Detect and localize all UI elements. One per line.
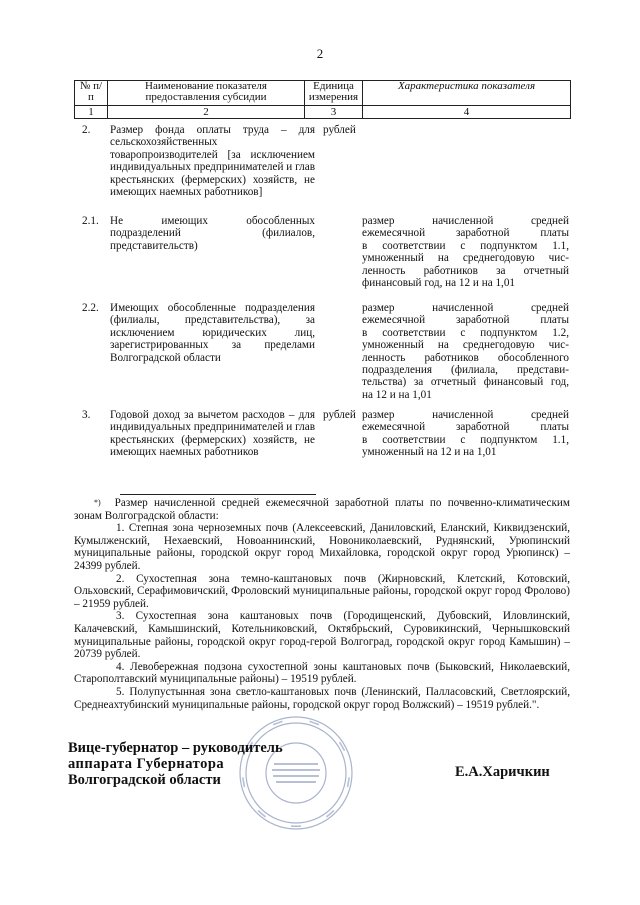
characteristic-line: ленность работников обособленного	[362, 351, 569, 364]
footnote-item: 2. Сухостепная зона темно-каштановых почв (Жирновский, Клетский, Котовский, Ольховский, Серафимовичский, Фроловский муниципальные районы, городской округ город Фролово) – 21959 рублей.	[74, 572, 570, 610]
footnote	[74, 497, 570, 711]
row-number: 2.2.	[82, 302, 99, 314]
characteristic-line: на 12 и на 1,01	[362, 388, 432, 401]
footnote-item: 1. Степная зона черноземных почв (Алексеевский, Даниловский, Еланский, Киквидзенский, Кумылженский, Нехаевский, Новоаннинский, Новониколаевский, Руднянский, Урюпинский муниципальные районы, городской округ город Михайловка, городской округ город Урюпинск) – 24399 рублей.	[74, 522, 570, 572]
characteristic-line: размер начисленной средней	[362, 215, 569, 227]
row-number: 2.1.	[82, 215, 99, 227]
characteristic-line: размер начисленной средней	[362, 302, 569, 314]
row-characteristic	[362, 302, 569, 401]
footnote-item: 5. Полупустынная зона светло-каштановых почв (Ленинский, Палласовский, Светлоярский, Среднеахтубинский муниципальные районы, городской округ город Волжский) – 19519 рублей.".	[74, 685, 570, 711]
page-number: 2	[316, 46, 324, 61]
row-name: Имеющих обособленные подразделения (филиалы, представительства), за исключением юридических лиц, зарегистрированных за пределами Волгоградской области	[110, 302, 315, 364]
position-line: Волгоградской области	[68, 772, 221, 788]
row-name: Размер фонда оплаты труда – для сельскохозяйственных товаропроизводителей [за исключением индивидуальных предпринимателей и глав крестьянских (фермерских) хозяйств, не имеющих наемных работников]	[110, 124, 315, 199]
header-characteristic: Характеристика показателя	[363, 81, 571, 106]
row-unit: рублей	[323, 124, 356, 136]
row-name: Не имеющих обособленных подразделений (филиалов, представительств)	[110, 215, 315, 252]
footnote-item: 4. Левобережная подзона сухостепной зоны каштановых почв (Быковский, Николаевский, Старополтавский муниципальные районы) – 19519 рублей.	[74, 660, 570, 686]
characteristic-line: ежемесячной заработной платы	[362, 421, 569, 434]
characteristic-line: умноженный на среднегодовую чис-	[362, 339, 569, 352]
row-name: Годовой доход за вычетом расходов – для индивидуальных предпринимателей и глав крестьянских (фермерских) хозяйств, не имеющих наемных работников	[110, 409, 315, 459]
col-number-3: 3	[305, 106, 363, 119]
row-unit: рублей	[323, 409, 356, 421]
row-characteristic	[362, 409, 569, 459]
row-number: 2.	[82, 124, 91, 136]
header-name: Наименование показателя предоставления субсидии	[108, 81, 305, 106]
header-unit: Единица измерения	[305, 81, 363, 106]
col-number-4: 4	[363, 106, 571, 119]
characteristic-line: финансовый год, на 12 и на 1,01	[362, 277, 516, 290]
table-number-row	[75, 106, 571, 119]
characteristic-line: тельства) за отчетный финансовый год,	[362, 376, 569, 389]
footnote-divider	[120, 494, 316, 495]
header-num: № п/п	[75, 81, 108, 106]
characteristic-line: подразделения (филиала, представи-	[362, 364, 569, 377]
position-line: аппарата Губернатора	[68, 756, 225, 772]
signatory-position	[68, 740, 283, 788]
characteristic-line: в соответствии с подпунктом 1.1,	[362, 433, 569, 446]
characteristic-line: в соответствии с подпунктом 1.1,	[362, 239, 569, 252]
header-table	[74, 80, 571, 119]
characteristic-line: ежемесячной заработной платы	[362, 227, 569, 240]
characteristic-line: ленность работников за отчетный	[362, 264, 569, 277]
footnote-intro-text: Размер начисленной средней ежемесячной заработной платы по почвенно-климатическим зонам Волгоградской области:	[74, 497, 570, 522]
characteristic-line: ежемесячной заработной платы	[362, 314, 569, 327]
table-header-row	[75, 81, 571, 106]
characteristic-line: в соответствии с подпунктом 1.2,	[362, 326, 569, 339]
characteristic-line: умноженный на 12 и на 1,01	[362, 446, 497, 459]
row-characteristic	[362, 215, 569, 289]
characteristic-line: размер начисленной средней	[362, 409, 569, 421]
footnote-marker: *)	[94, 498, 101, 507]
characteristic-line: умноженный на среднегодовую чис-	[362, 252, 569, 265]
footnote-intro	[74, 497, 570, 522]
signatory-name: Е.А.Харичкин	[455, 764, 550, 780]
col-number-2: 2	[108, 106, 305, 119]
position-line: Вице-губернатор – руководитель	[68, 740, 283, 756]
row-number: 3.	[82, 409, 91, 421]
footnote-item: 3. Сухостепная зона каштановых почв (Городищенский, Дубовский, Иловлинский, Калачевский, Камышинский, Котельниковский, Октябрьский, Суровикинский, Чернышковский муниципальные районы, городской округ город-герой Волгоград, городской округ город Камышин) – 20739 рублей.	[74, 610, 570, 661]
col-number-1: 1	[75, 106, 108, 119]
